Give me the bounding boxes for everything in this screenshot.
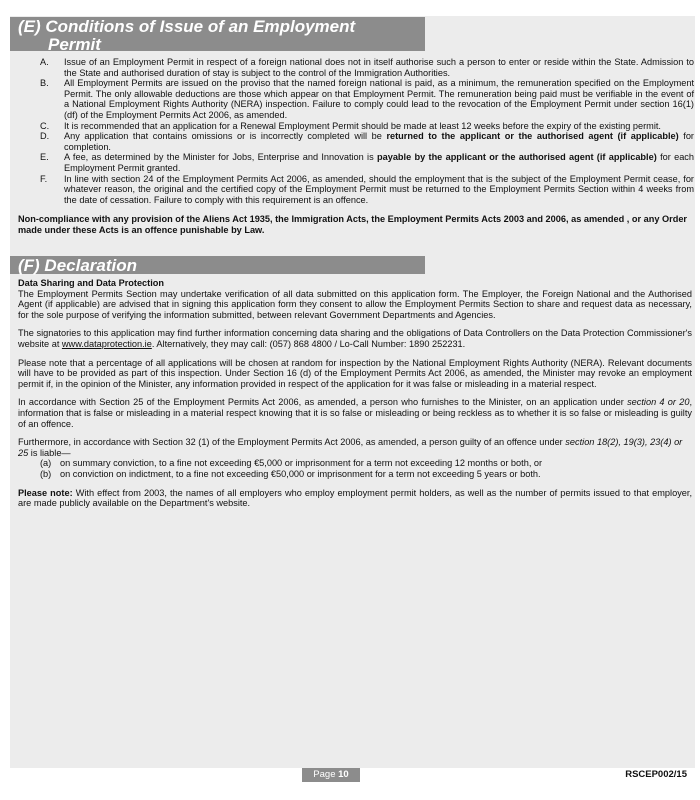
penalty-item: (a) on summary conviction, to a fine not exceeding €5,000 or imprisonment for a term not exceeding 12 months or both, or (40, 458, 543, 469)
section-e-heading-line1: (E) Conditions of Issue of an Employment (18, 17, 356, 36)
section-f-heading: (F) Declaration (10, 256, 425, 274)
dataprotection-link[interactable]: www.dataprotection.ie (61, 338, 152, 349)
condition-item: E. A fee, as determined by the Minister for Jobs, Enterprise and Innovation is payable by the applicant or the authorised agent (if applicable) for each Employment Permit granted. (40, 152, 695, 173)
condition-item: F. In line with section 24 of the Employment Permits Act 2006, as amended, should the employment that is the subject of the Employment Permit cease, for whatever reason, the original and the certified copy of the Employment Permit must be returned to the Employment Permits Section within 4 weeks from the date of cessation. Failure to comply with this requirement is an offence. (40, 173, 694, 205)
section-e-heading-line2: Permit (48, 35, 101, 54)
declaration-paragraph: Please note that a percentage of all applications will be chosen at random for inspection by the National Employment Rights Authority (NERA). Relevant documents will have to be provided as part of this inspection. Under Section 16 (d) of the Employment Permits Act 2006, as amended, the Minister may revoke an employment permit if, in the opinion of the Minister, any information provided in respect of the application for it was false or misleading in a material respect. (18, 357, 692, 389)
page-footer (10, 768, 695, 782)
condition-item: B. All Employment Permits are issued on the proviso that the named foreign national is paid, as a minimum, the remuneration specified on the Employment Permit. The only allowable deductions are those which appear on that Employment Permit. The remuneration being paid must be verifiable in the event of a National Employment Rights Authority (NERA) inspection. Failure to comply could lead to the revocation of the Employment Permit under section 16(1)(df) of the Employment Permits Act 2006, as amended. (40, 78, 694, 120)
section-e-heading (10, 17, 425, 54)
declaration-paragraph: In accordance with Section 25 of the Employment Permits Act 2006, as amended, a person who furnishes to the Minister, on an application under section 4 or 20, information that is false or misleading in a material respect knowing that it is so false or misleading or being reckless as to whether it is so false or misleading is guilty of an offence. (18, 397, 692, 429)
declaration-paragraph: Furthermore, in accordance with Section 32 (1) of the Employment Permits Act 2006, as amended, a person guilty of an offence under section 18(2), 19(3), 23(4) or 25 is liable— (18, 437, 683, 458)
condition-item: C. It is recommended that an application for a Renewal Employment Permit should be made at least 12 weeks before the expiry of the existing permit. (40, 120, 661, 131)
declaration-paragraph: The Employment Permits Section may undertake verification of all data submitted on this application form. The Employer, the Foreign National and the Authorised Agent (if applicable) are advised that in signing this application form they consent to allow the Employment Permits Section to share and request data as necessary, for the sole purpose of verifying the information submitted, between relevant Government Departments and Agencies. (18, 288, 692, 320)
penalty-item: (b) on conviction on indictment, to a fine not exceeding €50,000 or imprisonment for a term not exceeding 5 years or both. (40, 468, 541, 479)
condition-item: D. Any application that contains omissions or is incorrectly completed will be returned to the applicant or the authorised agent (if applicable) for completion. (40, 131, 694, 152)
page-number-box: Page 10 (302, 768, 360, 782)
declaration-body (18, 278, 692, 517)
declaration-paragraph: The signatories to this application may find further information concerning data sharing and the obligations of Data Controllers on the Data Protection Commissioner's website at www.dataprotection.ie. Alternatively, they may call: (057) 868 4800 / Lo-Call Number: 1890 252231. (18, 328, 692, 349)
data-sharing-subheading: Data Sharing and Data Protection (18, 278, 165, 288)
please-note-paragraph: Please note: With effect from 2003, the names of all employers who employ employment permit holders, as well as the number of permits issued to that employer, are made publicly available on the Department's website. (18, 487, 692, 509)
non-compliance-notice: Non-compliance with any provision of the Aliens Act 1935, the Immigration Acts, the Employment Permits Acts 2003 and 2006, as amended , or any Order made under these Acts is an offence punishable by Law. (18, 214, 687, 235)
conditions-list (18, 57, 694, 205)
form-code: RSCEP002/15 (625, 769, 687, 780)
condition-item: A. Issue of an Employment Permit in respect of a foreign national does not in itself authorise such a person to enter or reside within the State. Admission to the State and authorised duration of stay is subject to the control of the Immigration Authorities. (40, 57, 694, 78)
